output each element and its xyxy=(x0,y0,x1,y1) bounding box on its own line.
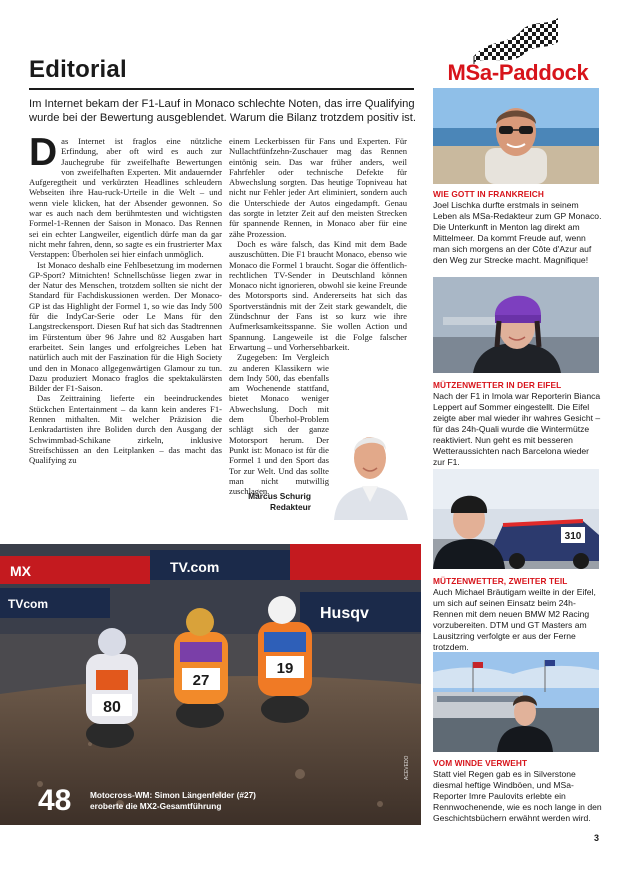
sidebar-text-3: Auch Michael Bräutigam weilte in der Eifel, um sich auf seinen Einsatz beim 24h-Rennen mit dem neuen BMW M2 Racing vorzubereiten. DTM und GT Masters am Lausitzring verfolgte er aus der Ferne trotzdem. xyxy=(433,587,596,652)
article-paragraph: Zugegeben: Im Vergleich zu anderen Klassikern wie dem Indy 500, das ebenfalls am Wochenende stattfand, bietet Monaco weniger Abwechslung. Doch mit dem Überhol-Problem schlägt sich der ganze Motorsport herum. Der Punkt ist: Monaco ist für die Formel 1 und den Sport das Tor zur Welt. Und das sollte man nicht mutwillig zuschlagen. xyxy=(229,352,329,497)
article-column-1 xyxy=(29,131,222,466)
sidebar-photo-4 xyxy=(433,652,599,752)
banner-text: TV.com xyxy=(170,559,220,575)
sidebar-headline-1: WIE GOTT IN FRANKREICH xyxy=(433,189,544,199)
msa-paddock-logo xyxy=(432,16,604,86)
sidebar-photo-3 xyxy=(433,469,599,569)
bike-number: 19 xyxy=(276,660,294,677)
article-paragraph xyxy=(29,131,222,260)
sidebar-headline-2: MÜTZENWETTER IN DER EIFEL xyxy=(433,380,562,390)
page-number: 48 xyxy=(38,784,72,817)
sidebar-text-1: Joel Lischka durfte erstmals in seinem Leben als MSa-Redakteur zum GP Monaco. Die Unterkunft in Menton lag direkt am Mittelmeer. Da kommt Freude auf, wenn man sich morgens an der Côte d'Azur auf den Weg zur Strecke macht. Magnifique! xyxy=(433,200,602,265)
photo-credit: ACEVEDO xyxy=(404,755,410,780)
lead-paragraph: Im Internet bekam der F1-Lauf in Monaco schlechte Noten, das irre Qualifying wurde bei der Bewertung ausgeblendet. Warum die Bilanz trotzdem positiv ist. xyxy=(29,98,416,124)
article-paragraph: Ist Monaco deshalb eine Fehlbesetzung im modernen GP-Sport? Mitnichten! Schnellschüsse liegen zwar in der Natur des Menschen, trotzdem sollten sie nicht der Standard für Fachdiskussionen werden. Der Monaco-GP ist das Highlight der Formel 1, so wie das Indy 500 für die IndyCar-Serie oder Le Mans für den Langstreckensport. Diesen Ruf hat sich das Stadtrennen im Fürstentum über 96 Jahre und 82 Ausgaben hart erarbeitet. Sein langes und erfolgreiches Leben hat natürlich auch mit der Faszination für die High Society und den in Monaco allgegenwärtigen Glamour zu tun. Dazu produziert Monaco fraglos die spektakulärsten Bilder der F1-Saison. xyxy=(29,259,222,394)
sidebar-headline-4: VOM WINDE VERWEHT xyxy=(433,758,528,768)
article-paragraph: einem Leckerbissen für Fans und Experten. Für Nullachtfünfzehn-Zuschauer mag das Rennen eintönig sein. Das war früher anders, weil Fahrfehler oder technische Defekte für Abwechslung sorgten. Das heutige Topniveau hat nicht nur Fehler jeder Art eliminiert, sondern auch die Unterschiede der Autos eingedampft. Genau das sorgte in letzter Zeit auf den meisten Strecken für spannende Rennen, in Monaco aber für eine zähe Prozession. xyxy=(229,136,407,239)
bike-number: 80 xyxy=(103,699,121,716)
checkered-flag-icon xyxy=(468,16,562,64)
drop-cap: D xyxy=(29,131,58,174)
banner-text: TVcom xyxy=(8,597,49,611)
banner-text: MX xyxy=(10,563,31,579)
sidebar-text-4: Statt viel Regen gab es in Silverstone diesmal heftige Windböen, und MSa-Reporter Imre Paulovits erlebte ein Rennwochenende, wie es noch lange in den Geschichtsbüchern erwähnt werden wird. xyxy=(433,769,602,823)
author-portrait xyxy=(330,410,410,520)
car-number: 310 xyxy=(564,531,582,542)
sidebar-text-2: Nach der F1 in Imola war Reporterin Bianca Leppert auf Sommer eingestellt. Die Eifel zeigte aber mal wieder ihr wahres Gesicht – für das 24h-Quali wurde die Wintermütze reaktiviert. Nun geht es mit besseren Wetteraussichten nach Barcelona wieder zur F1. xyxy=(433,391,601,467)
folio-number: 3 xyxy=(594,833,600,843)
article-paragraph: Das Zeittraining lieferte ein beeindruckendes Stückchen Entertainment – da kann kein anderes F1-Rennen mithalten. Mit welcher Präzision die Lenkradartisten ihre Boliden durch den Ausgang der Schwimmbad-Schikane zirkeln, inklusive Streifschüssen an den Leitplanken – das macht das Qualifying zu xyxy=(29,393,222,466)
sidebar-headline-3: MÜTZENWETTER, ZWEITER TEIL xyxy=(433,576,568,586)
banner-text: Husqv xyxy=(320,605,369,622)
paragraph-text: as Internet ist fraglos eine nützliche Erfindung, aber oft wird es auch zur Jauchegrube für zweifelhafte Bewertungen von zweifelhaften Experten. Mit andauernder Aufgeregtheit und verkürzten Headlines schleudern Webseiten ihre Hau-ruck-Urteile in die Welt – und wenn viele klicken, hat der Absender gewonnen. So war es auch nach dem berühmtesten und wichtigsten Formel-1-Rennen der Saison in Monaco. Das Rennen sei ein echter Langweiler, eigentlich dürfe man da gar nicht mehr fahren, denn, so sagte es ein frustrierter Max Verstappen: Überholen sei hier einfach unmöglich. xyxy=(29,136,222,260)
bike-number: 27 xyxy=(192,672,210,689)
photo-caption: Motocross-WM: Simon Längenfelder (#27) eroberte die MX2-Gesamtführung xyxy=(90,790,256,811)
title-rule xyxy=(29,88,414,90)
article-paragraph: Doch es wäre falsch, das Kind mit dem Bade auszuschütten. Die F1 braucht Monaco, ebenso wie Monaco die Formel 1 braucht. Sogar die öffentlich-rechtlichen TV-Sender in Deutschland können Monaco nicht ignorieren, obwohl sie keine Freunde des Motorsports sind. Andererseits hat sich das Sportverständnis mit der Zeit stark gewandelt, die Zündschnur der Fans ist so kurz wie ihre Aufmerksamkeitsspanne. Sie wollen Action und Spannung. Langeweile ist die Folge falscher Erwartung – und Vorhersehbarkeit. xyxy=(229,238,407,352)
author-name: Marcus Schurig xyxy=(248,491,311,501)
author-role: Redakteur xyxy=(270,502,311,512)
page-title: Editorial xyxy=(29,56,127,83)
sidebar-photo-2 xyxy=(433,277,599,373)
sidebar-photo-1 xyxy=(433,88,599,184)
author-byline xyxy=(229,491,311,513)
motocross-photo xyxy=(0,544,421,825)
logo-text: MSa-Paddock xyxy=(447,60,589,85)
